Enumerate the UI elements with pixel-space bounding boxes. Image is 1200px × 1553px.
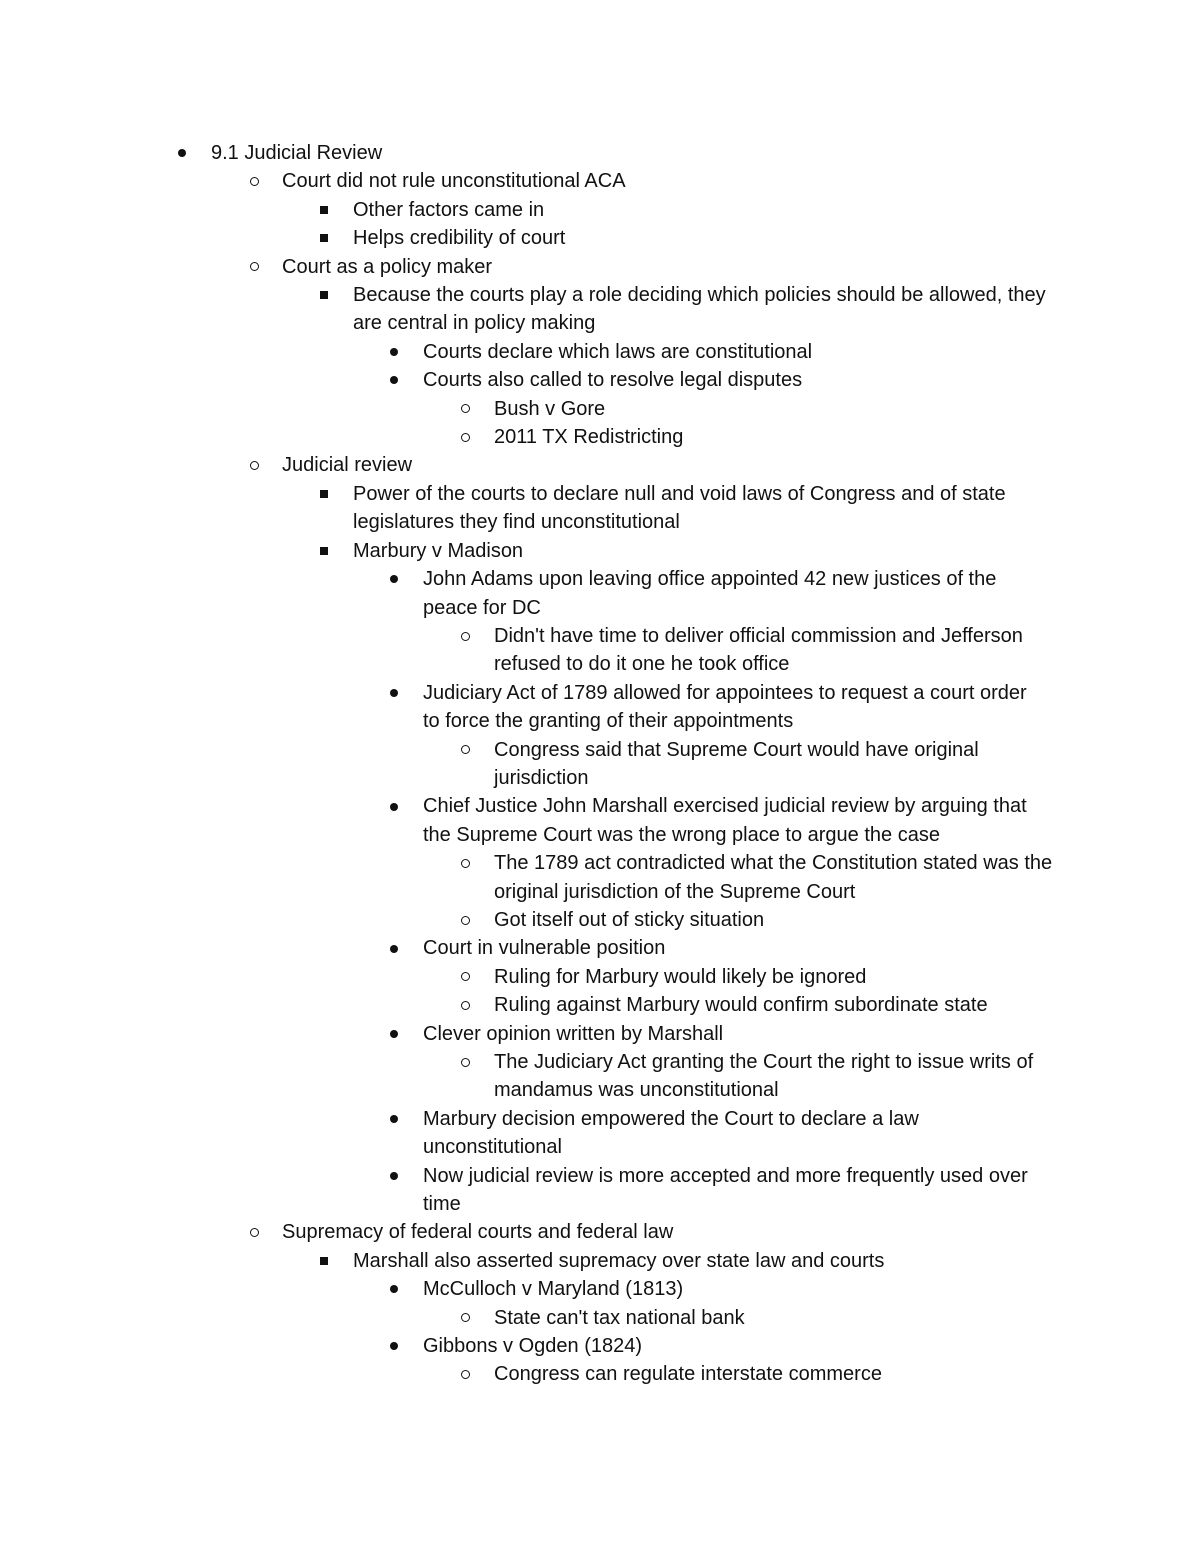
bullet-disc-icon	[384, 1332, 404, 1360]
outline-item-level-2	[0, 224, 1059, 252]
outline-item-text: Courts declare which laws are constitutional	[423, 340, 813, 363]
outline-item-text: Clever opinion written by Marshall	[423, 1022, 724, 1045]
outline-item-level-4	[0, 849, 1054, 906]
bullet-square-icon	[314, 480, 334, 508]
bullet-square-icon	[314, 281, 334, 309]
bullet-disc-icon	[384, 1105, 404, 1133]
bullet-circle-icon-shape	[461, 916, 470, 925]
bullet-circle-icon-shape	[461, 745, 470, 754]
bullet-disc-icon	[384, 338, 404, 366]
outline-item-text: Marbury v Madison	[353, 539, 524, 562]
outline-item-text: Now judicial review is more accepted and more frequently used over time	[423, 1164, 1028, 1216]
outline-item-level-2	[0, 1247, 1059, 1275]
outline-item-text: Judiciary Act of 1789 allowed for appointees to request a court order to force the granting of their appointments	[423, 681, 1027, 733]
bullet-circle-icon-shape	[461, 859, 470, 868]
bullet-disc-icon-shape	[390, 348, 398, 356]
outline-item-level-2	[0, 196, 1059, 224]
bullet-circle-icon-shape	[461, 1370, 470, 1379]
outline-item-text: Marshall also asserted supremacy over state law and courts	[353, 1249, 885, 1272]
bullet-circle-icon-shape	[461, 404, 470, 413]
bullet-disc-icon-shape	[390, 1285, 398, 1293]
bullet-circle-icon-shape	[461, 632, 470, 641]
bullet-circle-icon-shape	[461, 1001, 470, 1010]
bullet-disc-icon-shape	[390, 1172, 398, 1180]
outline-item-text: Helps credibility of court	[353, 227, 566, 250]
outline-item-level-3	[0, 934, 1048, 962]
outline-item-text: 2011 TX Redistricting	[494, 426, 684, 449]
bullet-circle-icon-shape	[250, 262, 259, 271]
outline-item-level-4	[0, 1360, 1054, 1388]
bullet-disc-icon-shape	[178, 149, 186, 157]
outline-item-level-1	[0, 253, 1056, 281]
bullet-disc-icon	[384, 1020, 404, 1048]
bullet-disc-icon	[172, 139, 192, 167]
outline-item-text: Judicial review	[282, 454, 413, 477]
bullet-square-icon-shape	[320, 234, 328, 242]
outline-item-text: Ruling against Marbury would confirm subordinate state	[494, 994, 988, 1017]
bullet-circle-icon-shape	[250, 1228, 259, 1237]
outline-item-level-3	[0, 792, 1048, 849]
outline-item-text: Courts also called to resolve legal disputes	[423, 369, 803, 392]
outline-item-text: Congress said that Supreme Court would have original jurisdiction	[494, 738, 979, 789]
outline-item-level-4	[0, 736, 1054, 793]
outline-item-text: John Adams upon leaving office appointed 42 new justices of the peace for DC	[423, 568, 997, 619]
document-page	[0, 139, 1200, 1389]
bullet-circle-icon	[244, 1218, 264, 1246]
bullet-disc-icon	[384, 1162, 404, 1190]
outline-item-text: Marbury decision empowered the Court to declare a law unconstitutional	[423, 1107, 919, 1159]
bullet-square-icon	[314, 537, 334, 565]
outline-item-level-4	[0, 906, 1054, 934]
outline-item-level-3	[0, 1020, 1048, 1048]
bullet-circle-icon	[455, 1304, 475, 1332]
bullet-disc-icon-shape	[390, 689, 398, 697]
bullet-circle-icon	[455, 1360, 475, 1388]
outline-item-level-2	[0, 537, 1059, 565]
bullet-square-icon-shape	[320, 1257, 328, 1265]
bullet-circle-icon	[244, 451, 264, 479]
bullet-disc-icon	[384, 366, 404, 394]
outline-item-level-3	[0, 679, 1048, 736]
outline-item-level-3	[0, 1332, 1048, 1360]
bullet-circle-icon-shape	[461, 1313, 470, 1322]
outline-item-text: Gibbons v Ogden (1824)	[423, 1335, 643, 1358]
outline-item-level-0	[0, 139, 1056, 167]
outline-item-text: Supremacy of federal courts and federal law	[282, 1221, 674, 1244]
outline-item-level-3	[0, 366, 1048, 394]
outline-item-level-3	[0, 1162, 1048, 1219]
bullet-circle-icon	[244, 167, 264, 195]
bullet-circle-icon	[455, 991, 475, 1019]
outline-item-level-4	[0, 423, 1054, 451]
outline-item-text: Other factors came in	[353, 198, 545, 221]
bullet-disc-icon-shape	[390, 1030, 398, 1038]
bullet-circle-icon-shape	[461, 433, 470, 442]
outline-item-level-4	[0, 395, 1054, 423]
outline-item-level-4	[0, 622, 1054, 679]
bullet-circle-icon	[455, 963, 475, 991]
outline-item-text: State can't tax national bank	[494, 1306, 745, 1329]
outline-item-text: The Judiciary Act granting the Court the right to issue writs of mandamus was unconstitutional	[494, 1051, 1034, 1102]
bullet-circle-icon	[455, 395, 475, 423]
bullet-circle-icon-shape	[461, 1058, 470, 1067]
bullet-disc-icon-shape	[390, 803, 398, 811]
outline-item-text: 9.1 Judicial Review	[211, 142, 383, 164]
outline-item-text: Congress can regulate interstate commerce	[494, 1363, 882, 1386]
bullet-square-icon	[314, 196, 334, 224]
outline-item-level-1	[0, 167, 1056, 195]
outline-item-level-3	[0, 1105, 1048, 1162]
outline-item-level-1	[0, 1218, 1056, 1246]
outline-item-level-4	[0, 1304, 1054, 1332]
bullet-square-icon-shape	[320, 490, 328, 498]
outline-item-level-3	[0, 565, 1048, 622]
bullet-disc-icon-shape	[390, 1115, 398, 1123]
outline-item-level-3	[0, 338, 1048, 366]
bullet-disc-icon-shape	[390, 376, 398, 384]
outline-item-text: Got itself out of sticky situation	[494, 908, 765, 931]
bullet-disc-icon-shape	[390, 1342, 398, 1350]
bullet-square-icon-shape	[320, 291, 328, 299]
outline-item-text: Court as a policy maker	[282, 255, 493, 278]
bullet-circle-icon	[455, 906, 475, 934]
outline-item-level-2	[0, 480, 1059, 537]
bullet-disc-icon	[384, 1275, 404, 1303]
bullet-square-icon-shape	[320, 206, 328, 214]
bullet-disc-icon	[384, 792, 404, 820]
bullet-disc-icon	[384, 679, 404, 707]
bullet-circle-icon	[455, 849, 475, 877]
outline-item-text: The 1789 act contradicted what the Constitution stated was the original jurisdiction of the Supreme Court	[494, 852, 1053, 903]
bullet-disc-icon	[384, 565, 404, 593]
bullet-circle-icon	[455, 736, 475, 764]
outline-item-text: Because the courts play a role deciding which policies should be allowed, they are central in policy making	[353, 284, 1046, 335]
outline-item-level-3	[0, 1275, 1048, 1303]
bullet-circle-icon	[455, 1048, 475, 1076]
outline-item-text: Court did not rule unconstitutional ACA	[282, 170, 626, 193]
bullet-square-icon-shape	[320, 547, 328, 555]
bullet-disc-icon-shape	[390, 945, 398, 953]
bullet-circle-icon	[455, 622, 475, 650]
bullet-disc-icon	[384, 934, 404, 962]
outline-item-text: Bush v Gore	[494, 397, 606, 420]
outline-item-level-2	[0, 281, 1059, 338]
bullet-circle-icon-shape	[250, 461, 259, 470]
bullet-disc-icon-shape	[390, 575, 398, 583]
bullet-square-icon	[314, 1247, 334, 1275]
bullet-circle-icon	[455, 423, 475, 451]
outline-item-level-1	[0, 451, 1056, 479]
bullet-circle-icon-shape	[461, 972, 470, 981]
bullet-circle-icon-shape	[250, 177, 259, 186]
outline-item-level-4	[0, 1048, 1054, 1105]
outline-item-text: Ruling for Marbury would likely be ignored	[494, 965, 867, 988]
outline-item-text: Didn't have time to deliver official commission and Jefferson refused to do it one he took office	[494, 624, 1023, 676]
outline-item-level-4	[0, 963, 1054, 991]
bullet-square-icon	[314, 224, 334, 252]
outline-item-level-4	[0, 991, 1054, 1019]
outline-item-text: Power of the courts to declare null and void laws of Congress and of state legislatures they find unconstitutional	[353, 482, 1006, 534]
bullet-circle-icon	[244, 253, 264, 281]
outline-item-text: McCulloch v Maryland (1813)	[423, 1278, 684, 1301]
outline-item-text: Court in vulnerable position	[423, 937, 666, 960]
outline-item-text: Chief Justice John Marshall exercised judicial review by arguing that the Supreme Court was the wrong place to argue the case	[423, 795, 1027, 846]
